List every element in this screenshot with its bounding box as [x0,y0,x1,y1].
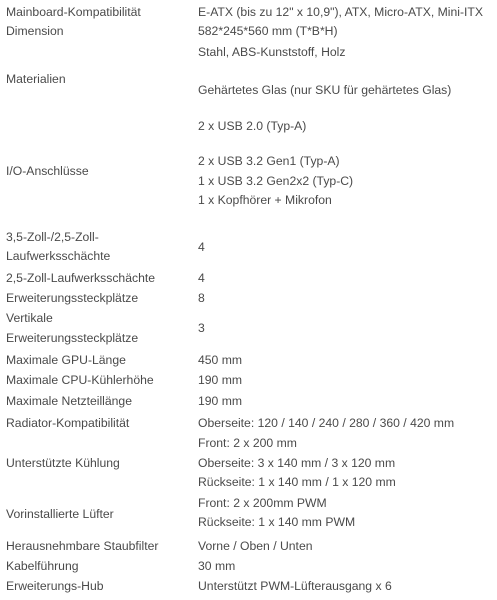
spec-label-vertical-slots-line2: Erweiterungssteckplätze [6,331,139,345]
spec-label-dust-filters: Herausnehmbare Staubfilter [6,539,159,553]
spec-label-mainboard: Mainboard-Kompatibilität [6,5,141,19]
spec-label-radiator: Radiator-Kompatibilität [6,416,130,430]
spec-label-cpu-cooler: Maximale CPU-Kühlerhöhe [6,373,154,387]
spec-value-io-4: 1 x Kopfhörer + Mikrofon [198,193,332,207]
spec-value-cooling-1: Front: 2 x 200 mm [198,436,297,450]
spec-value-io-3: 1 x USB 3.2 Gen2x2 (Typ-C) [198,174,354,188]
spec-label-gpu: Maximale GPU-Länge [6,353,126,367]
spec-value-bays-35: 4 [198,240,205,254]
spec-value-expansion-slots: 8 [198,291,205,305]
spec-value-dust-filters: Vorne / Oben / Unten [198,539,313,553]
spec-label-bays-25: 2,5-Zoll-Laufwerksschächte [6,271,156,285]
spec-value-materials-2: Gehärtetes Glas (nur SKU für gehärtetes Glas) [198,83,452,97]
spec-value-mainboard: E-ATX (bis zu 12" x 10,9"), ATX, Micro-ATX, Mini-ITX [198,5,483,19]
spec-label-bays-35-line1: 3,5-Zoll-/2,5-Zoll- [6,230,99,244]
spec-value-cpu-cooler: 190 mm [198,373,243,387]
spec-label-materials: Materialien [6,72,66,86]
spec-label-cooling: Unterstützte Kühlung [6,456,120,470]
spec-label-io: I/O-Anschlüsse [6,164,89,178]
spec-label-dimension: Dimension [6,24,64,38]
spec-label-psu: Maximale Netzteillänge [6,394,132,408]
spec-value-gpu: 450 mm [198,353,243,367]
spec-value-dimension: 582*245*560 mm (T*B*H) [198,24,338,38]
spec-label-vertical-slots-line1: Vertikale [6,311,53,325]
spec-value-cable-management: 30 mm [198,559,236,573]
spec-value-fans-2: Rückseite: 1 x 140 mm PWM [198,515,356,529]
spec-value-vertical-slots: 3 [198,321,205,335]
spec-label-hub: Erweiterungs-Hub [6,579,104,593]
spec-value-radiator: Oberseite: 120 / 140 / 240 / 280 / 360 / 420 mm [198,416,455,430]
spec-label-fans: Vorinstallierte Lüfter [6,507,114,521]
spec-value-io-2: 2 x USB 3.2 Gen1 (Typ-A) [198,154,340,168]
spec-label-expansion-slots: Erweiterungssteckplätze [6,291,139,305]
spec-value-fans-1: Front: 2 x 200mm PWM [198,496,327,510]
spec-value-materials-1: Stahl, ABS-Kunststoff, Holz [198,45,346,59]
spec-label-cable-management: Kabelführung [6,559,79,573]
spec-value-io-1: 2 x USB 2.0 (Typ-A) [198,119,307,133]
spec-value-cooling-2: Oberseite: 3 x 140 mm / 3 x 120 mm [198,456,396,470]
spec-label-bays-35-line2: Laufwerksschächte [6,249,111,263]
spec-value-cooling-3: Rückseite: 1 x 140 mm / 1 x 120 mm [198,475,396,489]
spec-value-bays-25: 4 [198,271,205,285]
spec-value-hub: Unterstützt PWM-Lüfterausgang x 6 [198,579,392,593]
spec-value-psu: 190 mm [198,394,243,408]
